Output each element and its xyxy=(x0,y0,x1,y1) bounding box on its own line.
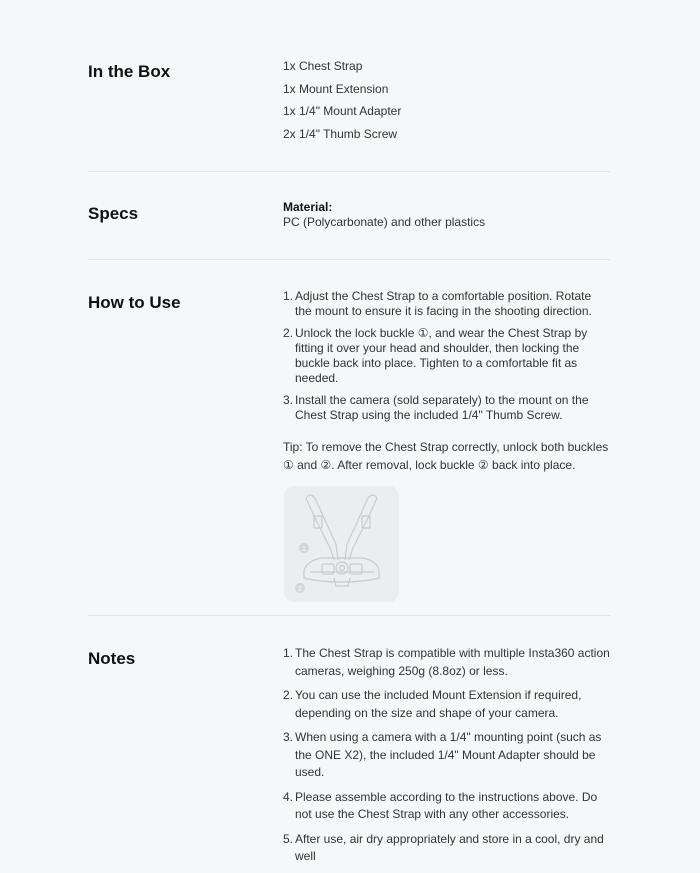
box-item: 1x Chest Strap xyxy=(283,59,363,73)
step-item xyxy=(283,289,610,319)
section-divider xyxy=(88,171,610,172)
step-number: 2. xyxy=(283,326,294,340)
note-number: 5. xyxy=(283,831,294,846)
section-divider xyxy=(88,615,610,616)
buckle-labels xyxy=(295,543,309,593)
material-label: Material: xyxy=(283,200,333,214)
how-to-use-body xyxy=(283,289,610,474)
note-item xyxy=(283,645,610,680)
note-number: 2. xyxy=(283,688,294,702)
note-number: 4. xyxy=(283,789,294,804)
box-item: 1x Mount Extension xyxy=(283,81,389,96)
buckle-label-2: 2 xyxy=(298,586,302,593)
notes-title: Notes xyxy=(88,649,136,668)
in-the-box-title: In the Box xyxy=(88,62,171,81)
in-the-box-list xyxy=(283,59,610,149)
chest-strap-diagram xyxy=(284,486,399,602)
material-value: PC (Polycarbonate) and other plastics xyxy=(283,215,486,229)
specs-title: Specs xyxy=(88,204,139,223)
how-to-use-title: How to Use xyxy=(88,293,181,312)
buckle-label-1: 1 xyxy=(302,546,306,553)
step-item xyxy=(283,393,610,423)
note-item xyxy=(283,789,610,824)
note-text: Please assemble according to the instructions above. Do not use the Chest Strap with any other accessories. xyxy=(295,789,598,821)
note-item xyxy=(283,687,610,722)
note-item xyxy=(283,729,610,782)
step-number: 3. xyxy=(283,393,294,407)
step-text: Unlock the lock buckle ①, and wear the Chest Strap by fitting it over your head and shoulder, then locking the buckle back into place. Tighten to a comfortable fit as needed. xyxy=(295,326,588,385)
notes-body xyxy=(283,645,610,873)
note-text: You can use the included Mount Extension if required, depending on the size and shape of your camera. xyxy=(295,688,582,720)
note-text: When using a camera with a 1/4" mounting point (such as the ONE X2), the included 1/4" Mount Adapter should be used. xyxy=(295,730,602,779)
note-number: 1. xyxy=(283,646,294,660)
step-number: 1. xyxy=(283,289,294,303)
note-text: After use, air dry appropriately and store in a cool, dry and well xyxy=(295,831,604,863)
section-divider xyxy=(88,259,610,260)
note-number: 3. xyxy=(283,730,294,744)
tip-text: Tip: To remove the Chest Strap correctly, unlock both buckles ① and ②. After removal, lock buckle ② back into place. xyxy=(283,440,609,472)
step-text: Adjust the Chest Strap to a comfortable position. Rotate the mount to ensure it is facing in the shooting direction. xyxy=(295,289,592,318)
chest-strap-illustration xyxy=(284,486,399,602)
box-item: 1x 1/4" Mount Adapter xyxy=(283,104,402,118)
step-item xyxy=(283,326,610,386)
specs-body xyxy=(283,200,610,230)
note-item xyxy=(283,831,610,866)
step-text: Install the camera (sold separately) to the mount on the Chest Strap using the included 1/4" Thumb Screw. xyxy=(295,393,589,422)
note-text: The Chest Strap is compatible with multiple Insta360 action cameras, weighing 250g (8.8oz) or less. xyxy=(295,646,610,678)
box-item: 2x 1/4" Thumb Screw xyxy=(283,126,398,141)
